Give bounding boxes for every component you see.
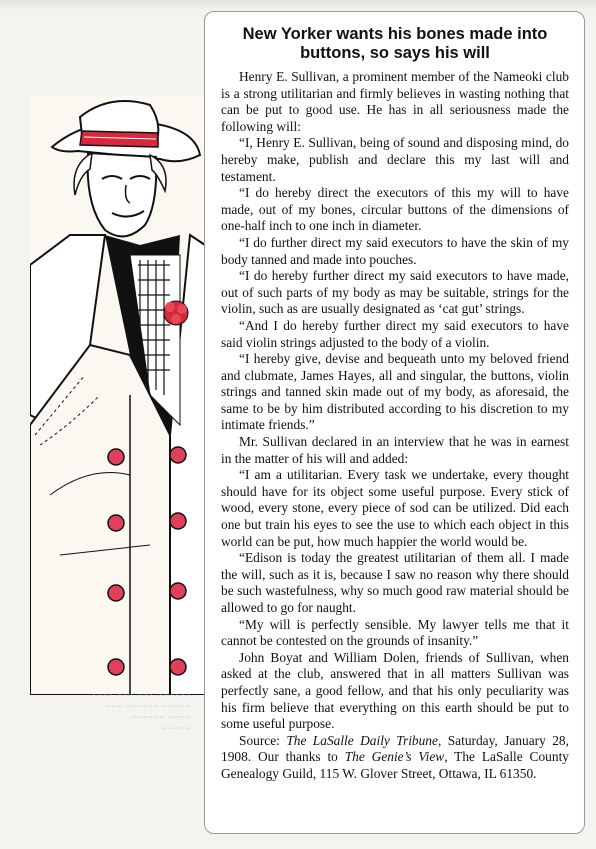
article-paragraph: Mr. Sullivan declared in an interview that he was in earnest in the matter of his will and added: xyxy=(221,434,569,466)
article-paragraph: “And I do hereby further direct my said executors to have said violin strings adjusted to the body of a violin. xyxy=(221,317,569,350)
source-guild: , The LaSalle County Genealogy Guild, 115 W. Glover Street, Ottawa, IL 61350. xyxy=(221,749,569,781)
article-clipping xyxy=(204,11,585,834)
article-paragraph: “I do further direct my said executors to have the skin of my body tanned and made into pouches. xyxy=(221,234,569,267)
article-paragraph: Henry E. Sullivan, a prominent member of the Nameoki club is a strong utilitarian and firmly believes in wasting nothing that can be put to good use. He has in all seriousness made the following will: xyxy=(221,69,569,134)
illustration-man-trench-coat xyxy=(30,95,205,695)
article-paragraph: “I am a utilitarian. Every task we undertake, every thought should have for its object some useful purpose. Every stick of wood, every stone, every piece of sod can be utilized. Did each one but train his eyes to see the use to which each object in this world can be put, how much happier the world would be. xyxy=(221,467,569,549)
face-icon xyxy=(74,153,166,236)
source-paper: The LaSalle Daily Tribune xyxy=(286,732,438,748)
source-prefix: Source: xyxy=(239,732,287,748)
bleed-through-text: ~~~~~~ ~~~ ~~~ ~~~~ ~~~~~ ~~~~~~ ~~~ ~~~~ ~~~~~~ ~~~~~ xyxy=(89,691,190,733)
article-paragraph: “Edison is today the greatest utilitarian of them all. I made the will, such as it is, because I saw no reason why there should be such wastefulness, why so much good raw material should be allowed to go for naught. xyxy=(221,550,569,615)
source-citation xyxy=(221,733,569,783)
article-body xyxy=(221,69,569,783)
article-headline: New Yorker wants his bones made into buttons, so says his will xyxy=(242,25,548,62)
article-paragraph: “I do hereby direct the executors of this my will to have made, out of my bones, circular buttons of the dimensions of one-half inch to one inch in diameter. xyxy=(221,185,569,234)
article-paragraph: John Boyat and William Dolen, friends of Sullivan, when asked at the club, answered that in all matters Sullivan was perfectly sane, a good fellow, and that his only peculiarity was his firm believe that everything on this earth should be put to some useful purpose. xyxy=(221,649,569,732)
carnation-icon xyxy=(164,301,188,325)
source-newsletter: The Genie’s View xyxy=(344,749,445,765)
article-paragraph: “I do hereby further direct my said executors to have made, out of such parts of my body as may be suitable, strings for the violin, such as are usually designated as ‘cat gut’ strings. xyxy=(221,268,569,317)
fedora-hat-icon xyxy=(52,101,200,161)
article-paragraph: “I hereby give, devise and bequeath unto my beloved friend and clubmate, James Hayes, all and singular, the buttons, violin strings and tanned skin made out of my body, as aforesaid, the same to be by him distributed according to his discretion to my intimate friends.” xyxy=(221,351,569,433)
top-edge-shadow xyxy=(0,0,596,10)
source-date: , Saturday, January 28, 1908. Our thanks to xyxy=(221,732,569,765)
article-paragraph: “I, Henry E. Sullivan, being of sound and disposing mind, do hereby make, publish and declare this my last will and testament. xyxy=(221,135,569,184)
article-paragraph: “My will is perfectly sensible. My lawyer tells me that it cannot be contested on the grounds of insanity.” xyxy=(221,616,569,649)
